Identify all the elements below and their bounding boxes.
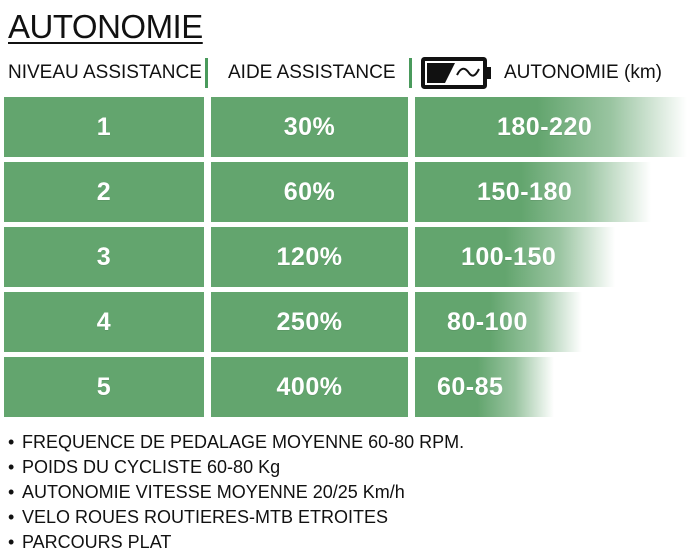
bullet-icon: •: [8, 457, 15, 477]
list-item: [8, 455, 688, 480]
note-text: AUTONOMIE VITESSE MOYENNE 20/25 Km/h: [22, 482, 405, 502]
bullet-icon: •: [8, 532, 15, 552]
list-item: [8, 530, 688, 555]
header-divider: [205, 58, 208, 88]
bullet-icon: •: [8, 507, 15, 527]
assist-percent-cell: 120%: [211, 227, 408, 287]
table-row: [0, 162, 700, 222]
page-title: AUTONOMIE: [8, 8, 203, 45]
assist-level-cell: 5: [4, 357, 204, 417]
header-assist-level: NIVEAU ASSISTANCE: [8, 62, 202, 83]
assist-level-cell: 1: [4, 97, 204, 157]
table-row: [0, 227, 700, 287]
header-autonomy: AUTONOMIE (km): [504, 62, 662, 83]
header-divider: [409, 58, 412, 88]
assist-percent-cell: 60%: [211, 162, 408, 222]
table-row: [0, 97, 700, 157]
assist-percent-cell: 400%: [211, 357, 408, 417]
range-cell: 80-100: [415, 292, 582, 352]
battery-low-icon: [421, 57, 493, 89]
list-item: [8, 480, 688, 505]
range-cell: 60-85: [415, 357, 554, 417]
assist-level-cell: 4: [4, 292, 204, 352]
table-header: [0, 56, 700, 90]
bullet-icon: •: [8, 432, 15, 452]
assist-percent-cell: 30%: [211, 97, 408, 157]
range-cell: 150-180: [415, 162, 651, 222]
header-assist-help: AIDE ASSISTANCE: [228, 62, 396, 83]
assist-level-cell: 3: [4, 227, 204, 287]
range-cell: 180-220: [415, 97, 687, 157]
table-row: [0, 292, 700, 352]
note-text: FREQUENCE DE PEDALAGE MOYENNE 60-80 RPM.: [22, 432, 465, 452]
range-cell: 100-150: [415, 227, 615, 287]
note-text: POIDS DU CYCLISTE 60-80 Kg: [22, 457, 281, 477]
assist-percent-cell: 250%: [211, 292, 408, 352]
bullet-icon: •: [8, 482, 15, 502]
table-row: [0, 357, 700, 417]
conditions-list: [8, 430, 688, 555]
note-text: PARCOURS PLAT: [22, 532, 172, 552]
note-text: VELO ROUES ROUTIERES-MTB ETROITES: [22, 507, 389, 527]
list-item: [8, 430, 688, 455]
assist-level-cell: 2: [4, 162, 204, 222]
list-item: [8, 505, 688, 530]
